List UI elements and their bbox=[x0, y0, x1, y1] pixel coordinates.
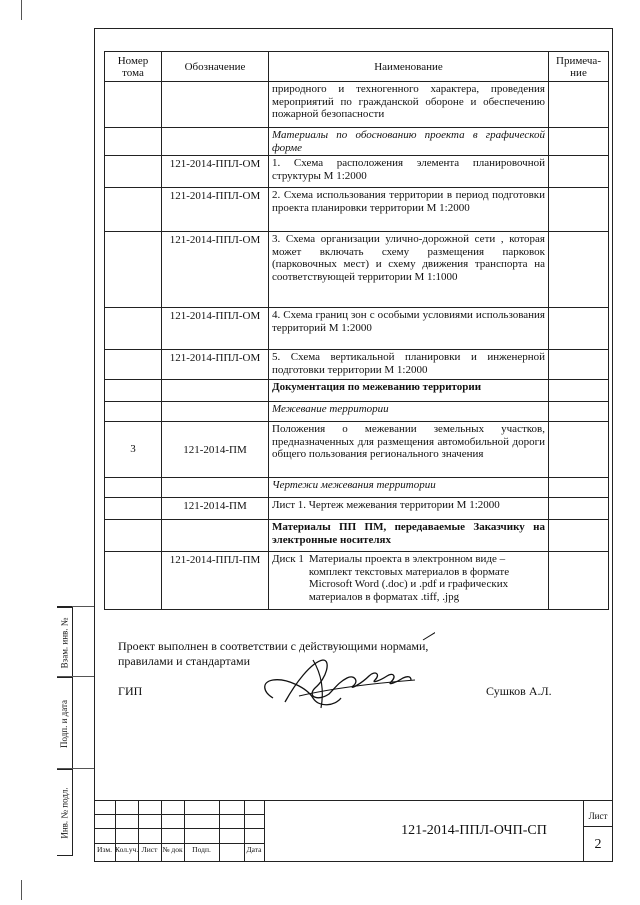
cell-name: 1. Схема расположения элемента планировочной структуры М 1:2000 bbox=[269, 156, 549, 188]
cell-designation: 121-2014-ПМ bbox=[162, 498, 269, 520]
cell-note bbox=[549, 350, 609, 380]
crop-mark bbox=[21, 880, 22, 900]
cell-note bbox=[549, 82, 609, 128]
header-volume: Номер тома bbox=[105, 52, 162, 82]
cell-note bbox=[549, 188, 609, 232]
side-stamp-top-line bbox=[72, 606, 94, 607]
cell-note bbox=[549, 402, 609, 422]
cell-designation: 121-2014-ППЛ-ОМ bbox=[162, 188, 269, 232]
table-row bbox=[105, 156, 609, 188]
side-stamp-divider-2 bbox=[57, 768, 94, 769]
specification-table bbox=[104, 51, 609, 610]
table-row bbox=[105, 402, 609, 422]
cell-note bbox=[549, 478, 609, 498]
sheet-label: Лист bbox=[588, 811, 608, 821]
cell-volume bbox=[105, 308, 162, 350]
disk-description: Материалы проекта в электронном виде – комплект текстовых материалов в формате Microsoft Word (.doc) и .pdf и графических материалов в форматах .tiff, .jpg bbox=[308, 553, 510, 603]
cell-designation: 121-2014-ППЛ-ПМ bbox=[162, 552, 269, 610]
stamp-col-count: Кол.уч. bbox=[115, 845, 139, 854]
cell-volume bbox=[105, 498, 162, 520]
cell-volume bbox=[105, 128, 162, 156]
cell-designation bbox=[162, 402, 269, 422]
crop-mark bbox=[21, 0, 22, 20]
side-stamp-signature-label: Подп. и дата bbox=[59, 699, 70, 748]
cell-note bbox=[549, 498, 609, 520]
cell-volume bbox=[105, 82, 162, 128]
cell-volume bbox=[105, 156, 162, 188]
disk-label: Диск 1 bbox=[272, 553, 304, 565]
table-row bbox=[105, 82, 609, 128]
cell-volume bbox=[105, 478, 162, 498]
side-stamp-replacement-cell bbox=[57, 607, 72, 677]
cell-note bbox=[549, 308, 609, 350]
cell-designation: 121-2014-ПМ bbox=[162, 422, 269, 478]
cell-note bbox=[549, 380, 609, 402]
stamp-col-doc-number: № док bbox=[162, 845, 183, 854]
side-stamp-inventory-cell bbox=[57, 769, 72, 856]
cell-note bbox=[549, 156, 609, 188]
document-code: 121-2014-ППЛ-ОЧП-СП bbox=[401, 823, 547, 838]
cell-name: Чертежи межевания территории bbox=[269, 478, 549, 498]
stamp-col-sheet: Лист bbox=[141, 845, 158, 854]
cell-designation: 121-2014-ППЛ-ОМ bbox=[162, 156, 269, 188]
table-row bbox=[105, 498, 609, 520]
cell-designation: 121-2014-ППЛ-ОМ bbox=[162, 232, 269, 308]
side-stamp-divider-1 bbox=[57, 676, 94, 677]
table-row bbox=[105, 520, 609, 552]
table-row bbox=[105, 478, 609, 498]
cell-name: Межевание территории bbox=[269, 402, 549, 422]
cell-note bbox=[549, 552, 609, 610]
cell-volume bbox=[105, 380, 162, 402]
sheet-number: 2 bbox=[594, 837, 602, 852]
header-designation: Обозначение bbox=[162, 52, 269, 82]
cell-designation: 121-2014-ППЛ-ОМ bbox=[162, 308, 269, 350]
cell-name: Материалы ПП ПМ, передаваемые Заказчику на электронные носителях bbox=[269, 520, 549, 552]
table-row bbox=[105, 188, 609, 232]
cell-volume bbox=[105, 232, 162, 308]
cell-name: 2. Схема использования территории в период подготовки проекта планировки территории М 1:2000 bbox=[269, 188, 549, 232]
table-row bbox=[105, 128, 609, 156]
cell-name: Лист 1. Чертеж межевания территории М 1:2000 bbox=[269, 498, 549, 520]
cell-name: Положения о межевании земельных участков, предназначенных для размещения автомобильной дороги общего пользования регионального значения bbox=[269, 422, 549, 478]
title-block bbox=[94, 800, 613, 862]
cell-volume: 3 bbox=[105, 422, 162, 478]
cell-designation bbox=[162, 82, 269, 128]
table-row bbox=[105, 308, 609, 350]
cell-note bbox=[549, 128, 609, 156]
cell-note bbox=[549, 422, 609, 478]
cell-designation: 121-2014-ППЛ-ОМ bbox=[162, 350, 269, 380]
table-row bbox=[105, 552, 609, 610]
cell-designation bbox=[162, 128, 269, 156]
signer-name: Сушков А.Л. bbox=[486, 684, 552, 698]
signer-role: ГИП bbox=[118, 684, 143, 698]
cell-volume bbox=[105, 552, 162, 610]
cell-note bbox=[549, 232, 609, 308]
cell-volume bbox=[105, 188, 162, 232]
cell-name: 5. Схема вертикальной планировки и инженерной подготовки территории М 1:2000 bbox=[269, 350, 549, 380]
cell-volume bbox=[105, 350, 162, 380]
cell-designation bbox=[162, 380, 269, 402]
cell-note bbox=[549, 520, 609, 552]
cell-designation bbox=[162, 478, 269, 498]
stamp-col-change: Изм. bbox=[97, 845, 112, 854]
side-stamp-signature-cell bbox=[57, 677, 72, 769]
side-stamp-inventory-label: Инв. № подл. bbox=[59, 787, 70, 839]
cell-name: 4. Схема границ зон с особыми условиями использования территорий М 1:2000 bbox=[269, 308, 549, 350]
compliance-note: Проект выполнен в соответствии с действующими нормами, правилами и стандартами bbox=[118, 639, 429, 668]
handwritten-signature bbox=[255, 626, 435, 716]
cell-name: Документация по межеванию территории bbox=[269, 380, 549, 402]
stamp-col-date: Дата bbox=[246, 845, 262, 854]
header-name: Наименование bbox=[269, 52, 549, 82]
cell-name: природного и техногенного характера, проведения мероприятий по гражданской обороне и обеспечению пожарной безопасности bbox=[269, 82, 549, 128]
table-row bbox=[105, 380, 609, 402]
table-row bbox=[105, 422, 609, 478]
cell-name bbox=[269, 552, 549, 610]
side-stamp bbox=[57, 606, 73, 856]
cell-designation bbox=[162, 520, 269, 552]
cell-name: 3. Схема организации улично-дорожной сети , которая может включать схему размещения парковок (парковочных мест) и схему движения транспорта на соответствующей территории М 1:1000 bbox=[269, 232, 549, 308]
header-note: Примеча-ние bbox=[549, 52, 609, 82]
table-row bbox=[105, 350, 609, 380]
cell-name: Материалы по обоснованию проекта в графической форме bbox=[269, 128, 549, 156]
side-stamp-replacement-label: Взам. инв. № bbox=[59, 617, 70, 668]
cell-volume bbox=[105, 402, 162, 422]
cell-volume bbox=[105, 520, 162, 552]
stamp-col-signature: Подп. bbox=[192, 845, 211, 854]
table-body bbox=[105, 82, 609, 610]
table-row bbox=[105, 232, 609, 308]
